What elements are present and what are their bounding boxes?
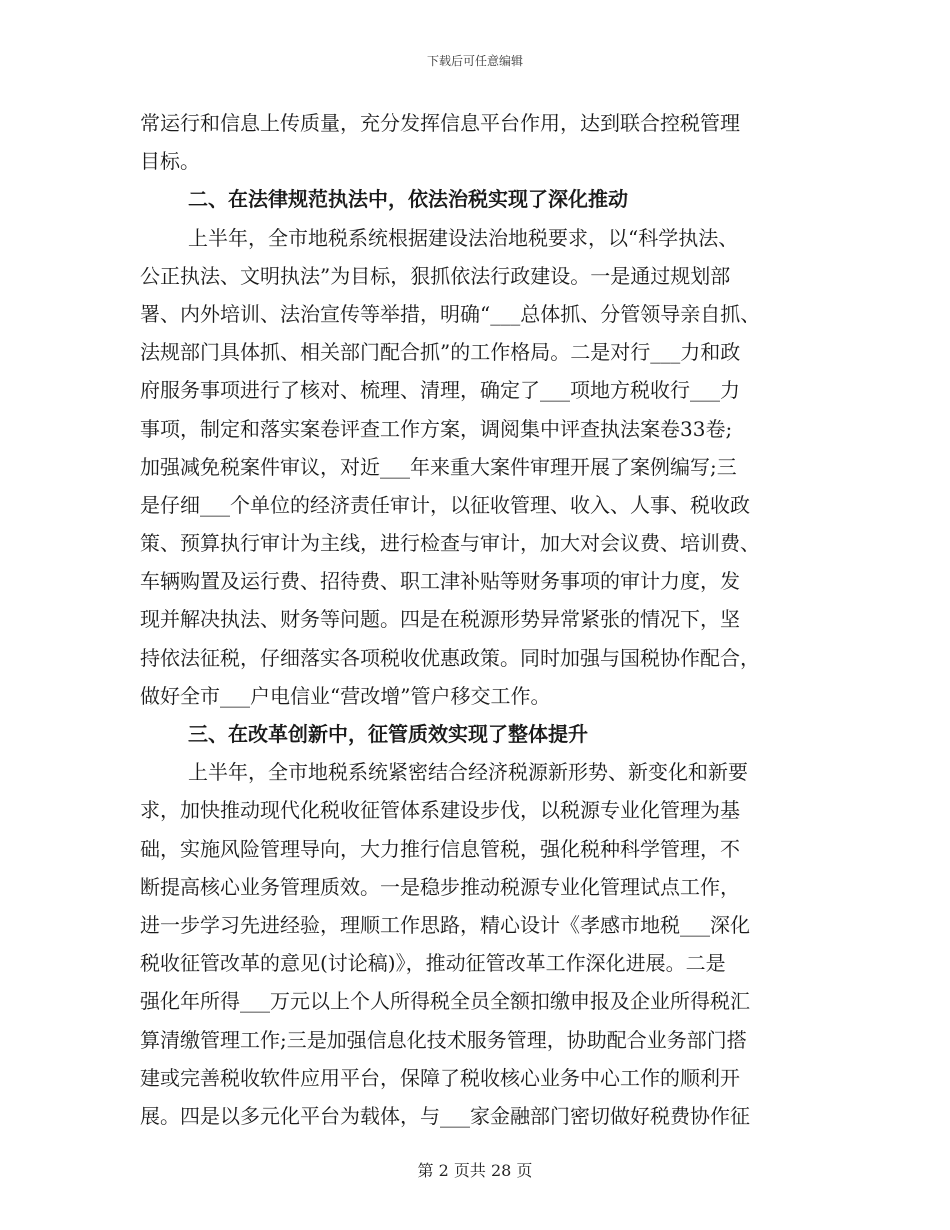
text-line: 策、预算执行审计为主线，进行检查与审计，加大对会议费、培训费、 xyxy=(140,531,760,556)
text-line: 加强减免税案件审议，对近___年来重大案件审理开展了案例编写;三 xyxy=(140,454,737,479)
text-line: 上半年，全市地税系统根据建设法治地税要求，以“科学执法、 xyxy=(188,225,739,250)
text-line: 事项，制定和落实案卷评查工作方案，调阅集中评查执法案卷33卷; xyxy=(140,416,733,441)
text-line: 做好全市___户电信业“营改增”管户移交工作。 xyxy=(140,683,551,708)
text-line: 现并解决执法、财务等问题。四是在税源形势异常紧张的情况下，坚 xyxy=(140,607,740,632)
text-line: 础，实施风险管理导向，大力推行信息管税，强化税种科学管理，不 xyxy=(140,836,740,861)
text-line: 署、内外培训、法治宣传等举措，明确“___总体抓、分管领导亲自抓、 xyxy=(140,301,761,326)
text-line: 持依法征税，仔细落实各项税收优惠政策。同时加强与国税协作配合， xyxy=(140,645,760,670)
text-line: 进一步学习先进经验，理顺工作思路，精心设计《孝感市地税___深化 xyxy=(140,912,750,937)
text-line: 展。四是以多元化平台为载体，与___家金融部门密切做好税费协作征 xyxy=(140,1103,750,1128)
text-line: 目标。 xyxy=(140,149,200,174)
text-line: 税收征管改革的意见(讨论稿)》，推动征管改革工作深化进展。二是 xyxy=(140,951,726,976)
text-line: 法规部门具体抓、相关部门配合抓”的工作格局。二是对行___力和政 xyxy=(140,340,741,365)
page-number: 第 2 页共 28 页 xyxy=(417,1161,533,1180)
text-line: 府服务事项进行了核对、梳理、清理，确定了___项地方税收行___力 xyxy=(140,378,740,403)
text-line: 算清缴管理工作;三是加强信息化技术服务管理，协助配合业务部门搭 xyxy=(140,1027,747,1052)
text-line: 上半年，全市地税系统紧密结合经济税源新形势、新变化和新要 xyxy=(188,760,748,785)
text-line: 是仔细___个单位的经济责任审计，以征收管理、收入、人事、税收政 xyxy=(140,492,750,517)
section-heading-3: 三、在改革创新中，征管质效实现了整体提升 xyxy=(188,722,588,746)
text-line: 车辆购置及运行费、招待费、职工津补贴等财务事项的审计力度，发 xyxy=(140,569,740,594)
header-note: 下载后可任意编辑 xyxy=(426,54,523,68)
text-line: 强化年所得___万元以上个人所得税全员全额扣缴申报及企业所得税汇 xyxy=(140,989,750,1014)
text-line: 公正执法、文明执法”为目标，狠抓依法行政建设。一是通过规划部 xyxy=(140,263,731,288)
text-line: 建或完善税收软件应用平台，保障了税收核心业务中心工作的顺利开 xyxy=(140,1065,740,1090)
text-line: 求，加快推动现代化税收征管体系建设步伐，以税源专业化管理为基 xyxy=(140,798,740,823)
body-text xyxy=(140,104,816,1135)
text-line: 断提高核心业务管理质效。一是稳步推动税源专业化管理试点工作， xyxy=(140,874,740,899)
section-heading-2: 二、在法律规范执法中，依法治税实现了深化推动 xyxy=(188,187,628,212)
text-line: 常运行和信息上传质量，充分发挥信息平台作用，达到联合控税管理 xyxy=(140,111,740,135)
